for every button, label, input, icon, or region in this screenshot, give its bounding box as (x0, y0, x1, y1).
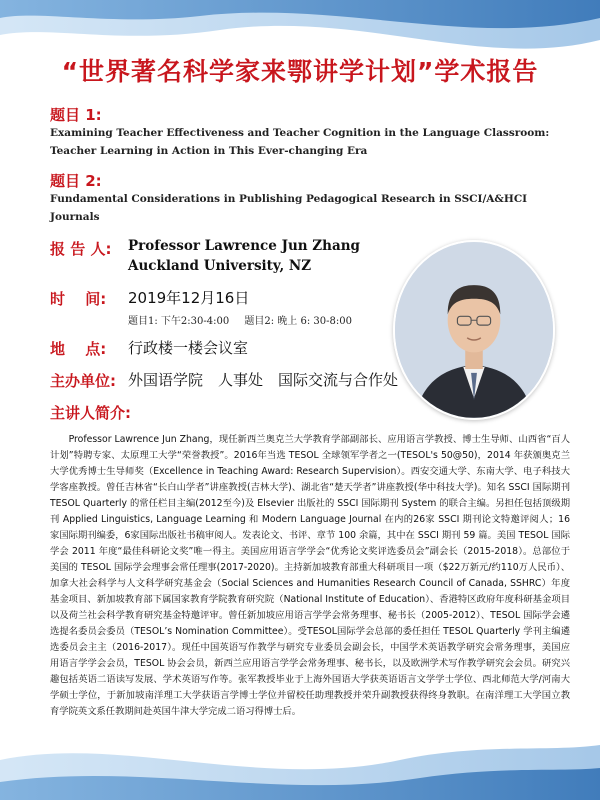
speaker-portrait (393, 240, 555, 420)
topic1-label: 题目 1: (50, 106, 102, 124)
organizer-value: 外国语学院 人事处 国际交流与合作处 (128, 371, 399, 389)
session1-time: 题目1: 下午2:30-4:00 (128, 316, 230, 327)
speaker-affiliation: Auckland University, NZ (128, 258, 312, 274)
speaker-portrait-image (395, 242, 553, 418)
organizer-label: 主办单位: (50, 372, 116, 390)
event-date: 2019年12月16日 (128, 289, 250, 307)
time-label: 时 间: (50, 290, 107, 308)
topic2-label: 题目 2: (50, 172, 102, 190)
session-times (128, 312, 364, 327)
topic2-title-line2: Journals (50, 211, 100, 223)
poster-title: “世界著名科学家来鄂讲学计划”学术报告 (61, 57, 539, 86)
speaker-label: 报 告 人: (50, 240, 112, 258)
topic1-title-line1: Examining Teacher Effectiveness and Teacher Cognition in the Language Classroom: (50, 127, 550, 139)
venue-label: 地 点: (50, 340, 107, 358)
topic2-title-line1: Fundamental Considerations in Publishing Pedagogical Research in SSCI/A&HCI (50, 193, 528, 205)
session2-time: 题目2: 晚上 6: 30-8:00 (244, 316, 352, 327)
intro-label: 主讲人简介: (50, 404, 131, 422)
topic1-title-line2: Teacher Learning in Action in This Ever-changing Era (50, 145, 368, 157)
speaker-name: Professor Lawrence Jun Zhang (128, 238, 360, 254)
speaker-bio: Professor Lawrence Jun Zhang，现任新西兰奥克兰大学教育学部副部长、应用语言学教授、博士生导师、山西省“百人计划”特聘专家、太原理工大学“荣誉教授”。2016年当选 TESOL 全球领军学者之一(TESOL's 50@50)，2014 年获颁奥克兰大学优秀博士生导师奖（Excellence in Teaching Award: Research Supervision）。西安交通大学、东南大学、电子科技大学客座教授。曾任吉林省“长白山学者”讲座教授(吉林大学)、湖北省“楚天学者”讲座教授(华中科技大学)。知名 SSCI 国际期刊 TESOL Quarterly 的常任栏目主编(2012至今)及 Elsevier 出版社的 SSCI 国际期刊 System 的联合主编。另担任包括顶级期刊 Applied Linguistics, Language Learning 和 Modern Language Journal 在内的26家 SSCI 期刊论文特邀评阅人；16家国际期刊编委，6家国际出版社书稿审阅人。发表论文、书评、章节 100 余篇，其中在 SSCI 期刊 59 篇。美国 TESOL 国际学会 2011 年度“最佳科研论文奖”唯一得主。美国应用语言学学会“优秀论文奖评选委员会”副会长（2015-2018）。总部位于美国的 TESOL 国际学会理事会常任理事(2017-2020)。主持新加坡教育部重大科研项目一项（$22万新元/约110万人民币）、加拿大社会科学与人文科学研究基金会（Social Sciences and Humanities Research Council of Canada, SSHRC）年度基金项目、新加坡教育部下属国家教育学院教育研究院（National Institute of Education）、香港特区政府年度科研基金项目以及荷兰社会科学教育研究基金特邀评审。曾任新加坡应用语言学学会常务理事、秘书长（2005-2012）、TESOL 国际学会遴选提名委员会委员（TESOL’s Nomination Committee）。受TESOL国际学会总部的委任担任 TESOL Quarterly 学刊主编遴选委员会主主（2016-2017）。现任中国英语写作教学与研究专业委员会副会长，中国学术英语教学研究会常务理事，美国应用语言学学会会员，TESOL 协会会员，新西兰应用语言学学会常务理事、秘书长，以及欧洲学术写作教学研究会会员。研究兴趣包括英语二语读写发展、学术英语写作等。张军教授毕业于上海外国语大学获英语语言文学学士学位、西北师范大学/河南大学硕士学位，于新加坡南洋理工大学获语言学博士学位并留校任助理教授并荣升副教授获得终身教职。在南洋理工大学国立教育学院英文系任教期间赴英国牛津大学完成二语习得博士后。 (50, 434, 570, 717)
venue-value: 行政楼一楼会议室 (128, 339, 249, 357)
